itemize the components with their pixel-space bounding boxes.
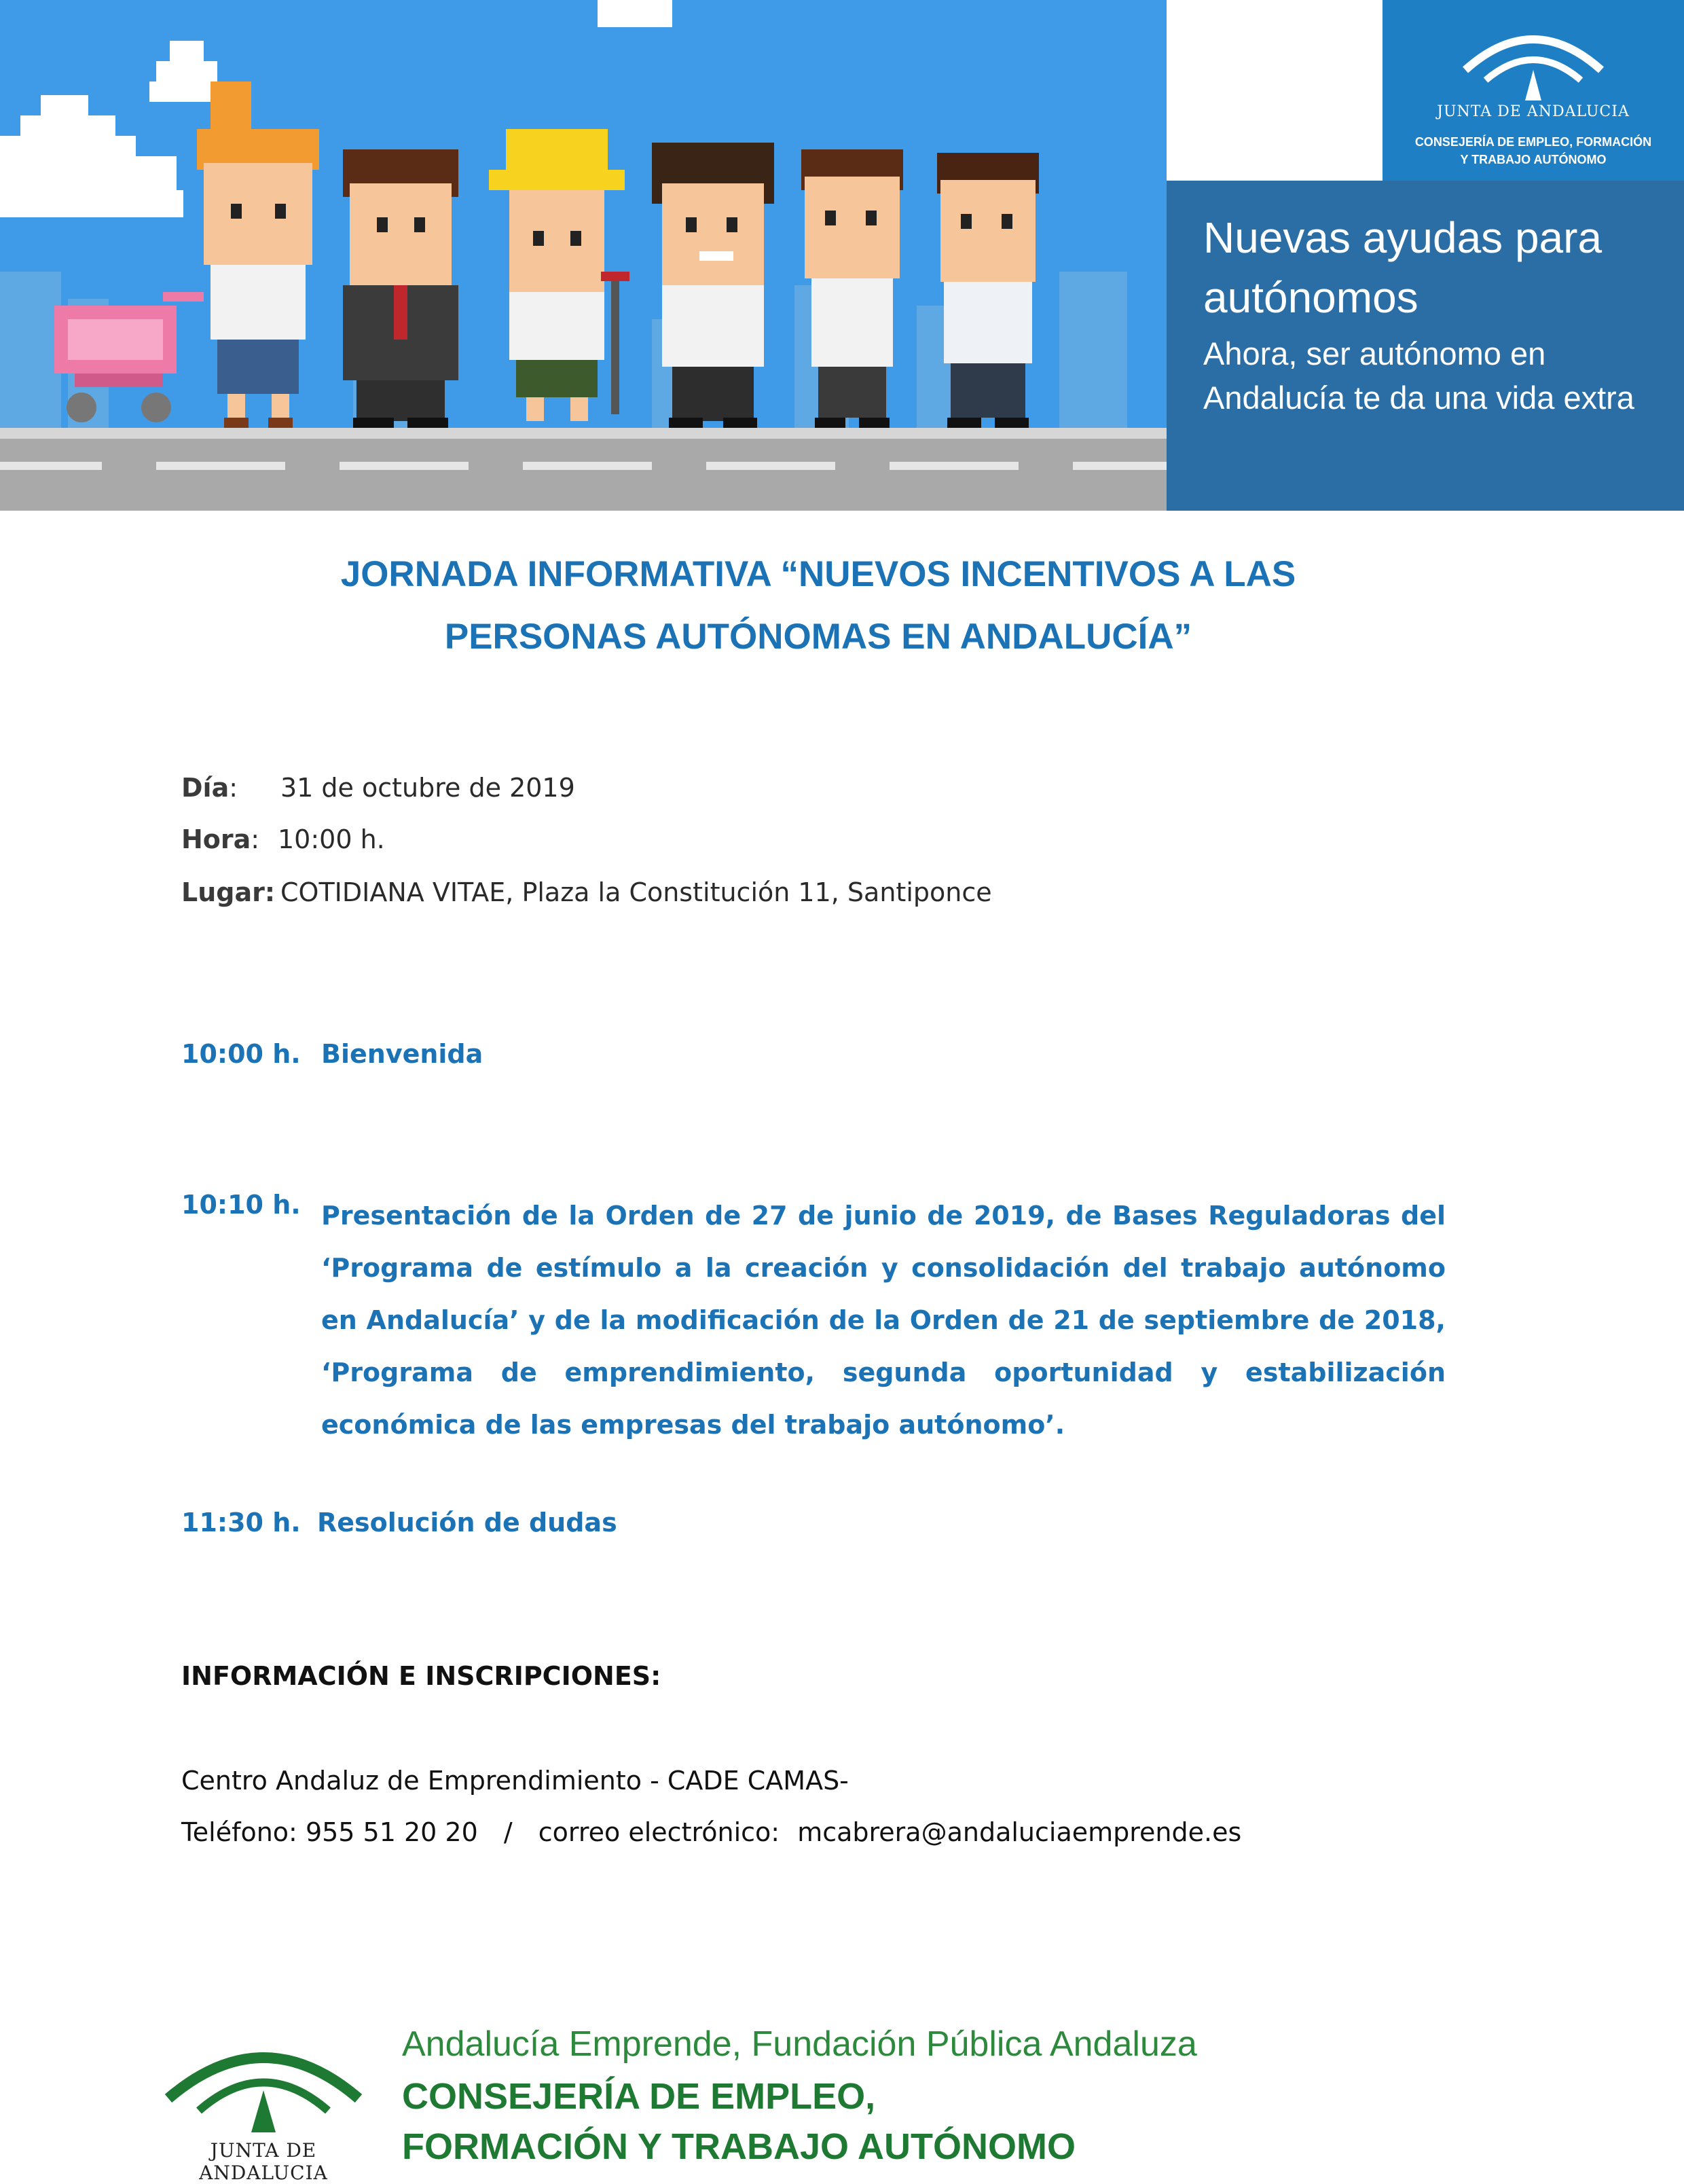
detail-lugar xyxy=(181,877,992,907)
separator: / xyxy=(503,1817,513,1847)
contact-line xyxy=(181,1817,1241,1847)
page-title-line2: PERSONAS AUTÓNOMAS EN ANDALUCÍA” xyxy=(444,617,1192,657)
lugar-label: Lugar: xyxy=(181,877,276,907)
header-banner xyxy=(0,0,1684,511)
detail-dia: Día: 31 de octubre de 2019 xyxy=(181,773,575,803)
contact-heading: INFORMACIÓN E INSCRIPCIONES: xyxy=(181,1661,661,1691)
pixel-art-illustration xyxy=(0,0,1167,511)
program-desc: Presentación de la Orden de 27 de junio de 2019, de Bases Reguladoras del ‘Programa de estímulo a la creación y consolidación del trabajo autónomo en Andalucía’ y de la modificación de la Orden de 21 de septiembre de 2018, ‘Programa de emprendimiento, segunda oportunidad y estabilización económica de las empresas del trabajo autónomo’. xyxy=(321,1201,1446,1440)
junta-logo-box xyxy=(1383,0,1684,181)
dia-value: 31 de octubre de 2019 xyxy=(280,773,575,803)
program-desc: Bienvenida xyxy=(321,1039,483,1069)
tagline-title: Nuevas ayudas para autónomos xyxy=(1203,213,1603,322)
logo-name: JUNTA DE ANDALUCIA xyxy=(1437,103,1630,120)
program-time: 11:30 h. xyxy=(181,1508,301,1537)
page-title xyxy=(0,543,1636,668)
person-figure-2 xyxy=(343,149,458,428)
footer-logo-name: JUNTA DE ANDALUCIA xyxy=(199,2139,328,2184)
program-desc: Resolución de dudas xyxy=(317,1508,617,1537)
logo-subtitle: CONSEJERÍA DE EMPLEO, FORMACIÓN Y TRABAJO AUTÓNOMO xyxy=(1414,135,1652,166)
footer-consejeria-line2: FORMACIÓN Y TRABAJO AUTÓNOMO xyxy=(402,2126,1076,2167)
phone-number[interactable]: 955 51 20 20 xyxy=(305,1817,478,1847)
tagline-subtitle: Ahora, ser autónomo en Andalucía te da una vida extra xyxy=(1203,335,1634,416)
tagline-box xyxy=(1167,181,1684,511)
lugar-value: COTIDIANA VITAE, Plaza la Constitución 11, Santiponce xyxy=(280,877,992,907)
hora-value: 10:00 h. xyxy=(278,824,385,854)
junta-andalucia-footer-logo-icon xyxy=(162,2024,365,2139)
program-time: 10:10 h. xyxy=(181,1190,301,1220)
email-label: correo electrónico: xyxy=(538,1817,780,1847)
program-time: 10:00 h. xyxy=(181,1039,301,1069)
junta-andalucia-logo-icon xyxy=(1459,19,1608,101)
detail-hora: Hora: 10:00 h. xyxy=(181,824,385,854)
footer-consejeria: CONSEJERÍA DE EMPLEO, xyxy=(402,2076,876,2117)
person-figure-6 xyxy=(937,153,1039,428)
phone-label: Teléfono: xyxy=(181,1817,297,1847)
footer-foundation: Andalucía Emprende, Fundación Pública Andaluza xyxy=(402,2024,1197,2064)
contact-center: Centro Andaluz de Emprendimiento - CADE CAMAS- xyxy=(181,1766,849,1796)
hora-label: Hora xyxy=(181,824,251,854)
email-link[interactable]: mcabrera@andaluciaemprende.es xyxy=(797,1817,1242,1847)
page-title-line1: JORNADA INFORMATIVA “NUEVOS INCENTIVOS A LAS xyxy=(340,554,1296,594)
dia-label: Día xyxy=(181,773,230,803)
